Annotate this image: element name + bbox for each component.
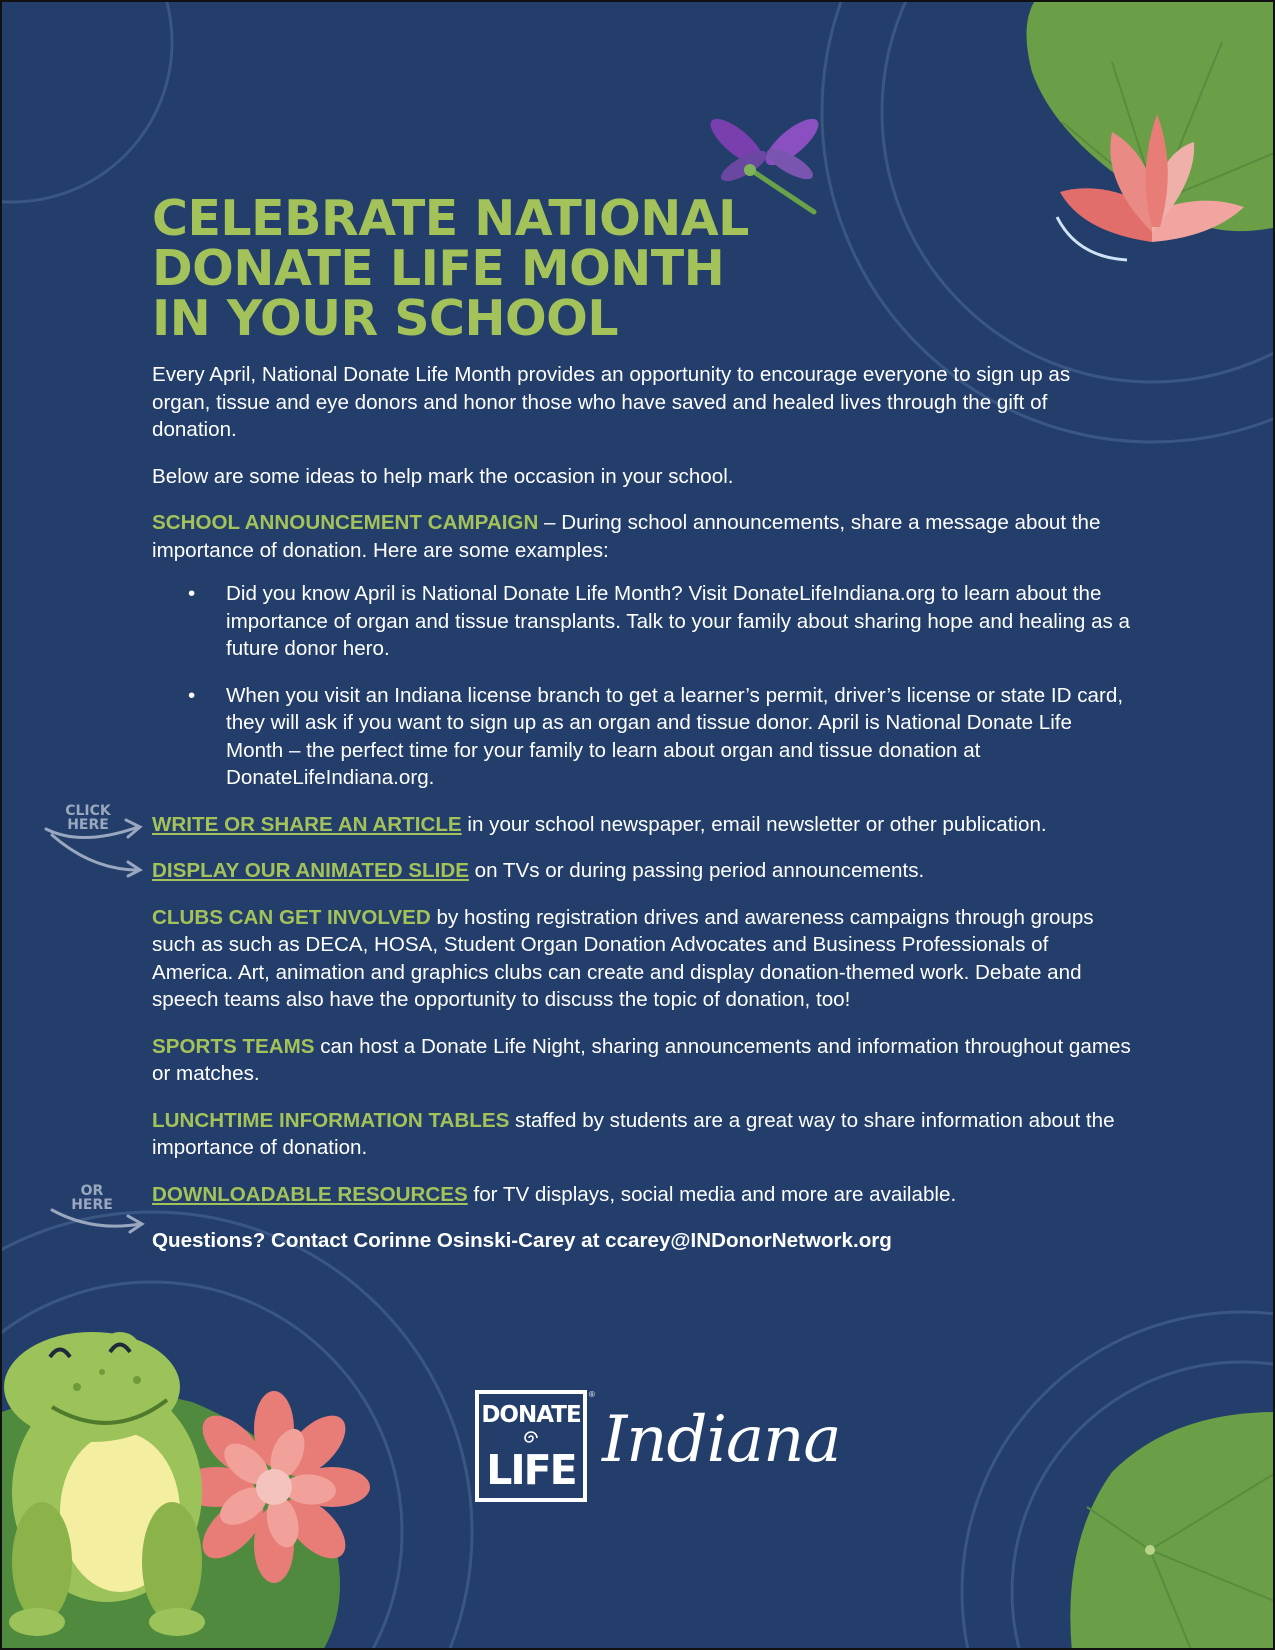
frog-icon — [4, 1332, 205, 1636]
resources-text: for TV displays, social media and more are available. — [467, 1182, 957, 1206]
ideas-intro: Below are some ideas to help mark the occasion in your school. — [152, 464, 734, 488]
lotus-flower-icon — [178, 1391, 370, 1583]
sports-heading: SPORTS TEAMS — [152, 1034, 315, 1058]
example-list — [152, 580, 1132, 792]
list-item: • When you visit an Indiana license branch to get a learner’s permit, driver’s license or state ID card, they will ask if you want to sign up as an organ and tissue donor. April is National Donate Life Month – the perfect time for your family to learn about organ and tissue donation at DonateLifeIndiana.org. — [226, 682, 1132, 792]
lily-pad-icon — [2, 1392, 340, 1650]
or-here-note: OR HERE — [71, 1183, 113, 1213]
announcement-heading: SCHOOL ANNOUNCEMENT CAMPAIGN — [152, 511, 539, 534]
lunch-heading: LUNCHTIME INFORMATION TABLES — [152, 1108, 510, 1132]
registered-mark: ® — [589, 1390, 595, 1399]
title-line: IN YOUR SCHOOL — [152, 290, 619, 347]
logo-indiana-script: Indiana — [602, 1403, 841, 1477]
lily-pad-icon — [1026, 2, 1275, 231]
logo-life-text: LIFE — [486, 1446, 576, 1494]
page-title — [152, 190, 912, 347]
donate-life-logo — [475, 1390, 587, 1502]
lunch-paragraph — [152, 1107, 1132, 1162]
list-item: • Did you know April is National Donate Life Month? Visit DonateLifeIndiana.org to learn about the importance of organ and tissue transplants. Talk to your family about sharing hope and healing as a future donor hero. — [226, 580, 1132, 663]
contact-line: Questions? Contact Corinne Osinski-Carey at ccarey@INDonorNetwork.org — [152, 1229, 892, 1252]
title-line: DONATE LIFE MONTH — [152, 240, 725, 297]
lily-pad-icon — [1070, 1412, 1275, 1650]
lotus-flower-icon — [1057, 114, 1244, 260]
sports-paragraph — [152, 1033, 1132, 1088]
slide-paragraph — [152, 857, 1132, 885]
announcement-text: – During school announcements, share a message about the importance of donation. Here are some examples: — [152, 511, 1101, 562]
announcement-paragraph — [152, 509, 1132, 564]
article-text: in your school newspaper, email newsletter or other publication. — [461, 812, 1047, 836]
animated-slide-link[interactable]: DISPLAY OUR ANIMATED SLIDE — [152, 859, 469, 882]
write-article-link[interactable]: WRITE OR SHARE AN ARTICLE — [152, 812, 462, 836]
arrow-icon — [46, 820, 142, 1232]
click-here-note: CLICK HERE — [65, 803, 111, 833]
resources-paragraph — [152, 1181, 1132, 1209]
article-paragraph — [152, 811, 1132, 839]
downloadable-resources-link[interactable]: DOWNLOADABLE RESOURCES — [152, 1182, 468, 1206]
title-line: CELEBRATE NATIONAL — [152, 190, 749, 247]
logo-donate-text: DONATE — [481, 1402, 581, 1428]
clubs-paragraph — [152, 904, 1132, 1014]
sports-text: can host a Donate Life Night, sharing announcements and information throughout games or matches. — [152, 1034, 1131, 1085]
slide-text: on TVs or during passing period announcements. — [468, 859, 925, 882]
main-content — [152, 361, 1132, 1274]
clubs-heading: CLUBS CAN GET INVOLVED — [152, 905, 431, 929]
clubs-text: by hosting registration drives and awareness campaigns through groups such as such as DECA, HOSA, Student Organ Donation Advocates and Business Professionals of America. Art, animation and graphics clubs can create and display donation-themed work. Debate and speech teams also have the opportunity to discuss the topic of donation, too! — [152, 905, 1094, 1011]
lunch-text: staffed by students are a great way to share information about the importance of donation. — [152, 1108, 1115, 1159]
intro-paragraph: Every April, National Donate Life Month provides an opportunity to encourage everyone to sign up as organ, tissue and eye donors and honor those who have saved and healed lives through the gift of donation. — [152, 363, 1071, 441]
swirl-icon — [521, 1431, 541, 1445]
